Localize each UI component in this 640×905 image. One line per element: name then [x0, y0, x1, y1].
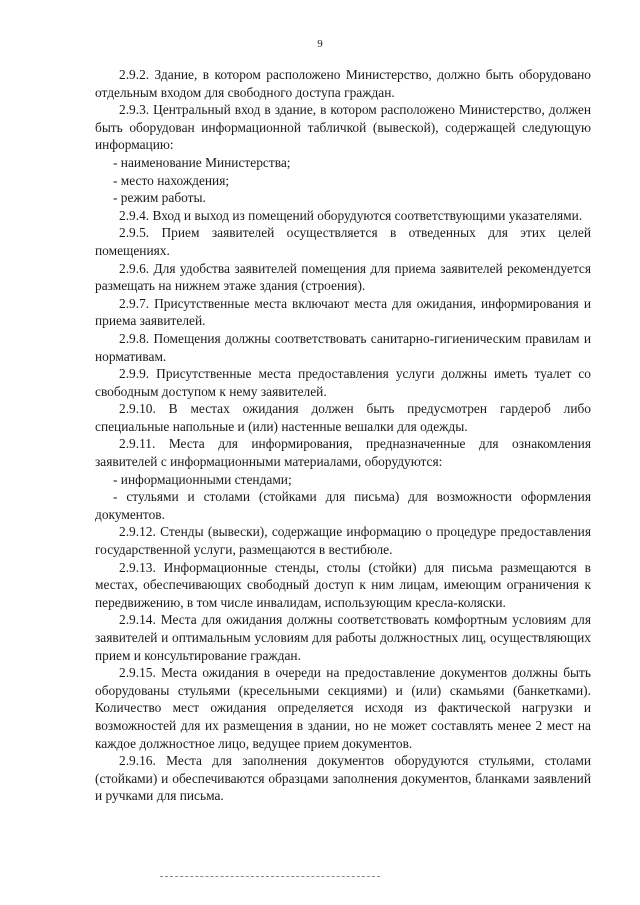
paragraph-2-9-16: 2.9.16. Места для заполнения документов оборудуются стульями, столами (стойками) и обеспечиваются образцами заполнения документов, бланками заявлений и ручками для письма.	[95, 753, 591, 804]
paragraph-2-9-10: 2.9.10. В местах ожидания должен быть предусмотрен гардероб либо специальные напольные и (или) настенные вешалки для одежды.	[95, 401, 591, 434]
list-item: - место нахождения;	[113, 172, 230, 188]
paragraph-2-9-9: 2.9.9. Присутственные места предоставления услуги должны иметь туалет со свободным доступом к нему заявителей.	[95, 366, 591, 399]
paragraph-2-9-14: 2.9.14. Места для ожидания должны соответствовать комфортным условиям для заявителей и оптимальным условиям для работы должностных лиц, осуществляющих прием и консультирование граждан.	[95, 612, 591, 663]
paragraph-2-9-3: 2.9.3. Центральный вход в здание, в котором расположено Министерство, должен быть оборудован информационной табличкой (вывеской), содержащей следующую информацию:	[95, 102, 591, 153]
paragraph-2-9-5: 2.9.5. Прием заявителей осуществляется в отведенных для этих целей помещениях.	[95, 225, 591, 258]
paragraph-2-9-8: 2.9.8. Помещения должны соответствовать санитарно-гигиеническим правилам и нормативам.	[95, 330, 591, 364]
list-item: - стульями и столами (стойками для письма) для возможности оформления документов.	[95, 489, 591, 522]
footer-divider	[160, 876, 380, 877]
paragraph-2-9-11: 2.9.11. Места для информирования, предназначенные для ознакомления заявителей с информационными материалами, оборудуются:	[95, 436, 591, 470]
page-number: 9	[317, 38, 323, 50]
paragraph-2-9-2: 2.9.2. Здание, в котором расположено Министерство, должно быть оборудовано отдельным входом для свободного доступа граждан.	[95, 67, 591, 100]
document-body	[95, 66, 591, 805]
paragraph-2-9-12: 2.9.12. Стенды (вывески), содержащие информацию о процедуре предоставления государственной услуги, размещаются в вестибюле.	[95, 524, 591, 558]
paragraph-2-9-13: 2.9.13. Информационные стенды, столы (стойки) для письма размещаются в местах, обеспечивающих свободный доступ к ним лицам, имеющим ограничения к передвижению, в том числе инвалидам, использующим кресла-коляски.	[95, 559, 591, 610]
list-item: - наименование Министерства;	[113, 154, 291, 170]
paragraph-2-9-6: 2.9.6. Для удобства заявителей помещения для приема заявителей рекомендуется размещать на нижнем этаже здания (строения).	[95, 260, 591, 294]
list-item: - режим работы.	[113, 190, 206, 206]
paragraph-2-9-15: 2.9.15. Места ожидания в очереди на предоставление документов должны быть оборудованы стульями (кресельными секциями) и (или) скамьями (банкетками). Количество мест ожидания определяется исходя из фактической нагрузки и возможностей для их размещения в здании, но не может составлять менее 2 мест на каждое должностное лицо, ведущее прием документов.	[95, 665, 591, 751]
paragraph-2-9-7: 2.9.7. Присутственные места включают места для ожидания, информирования и приема заявителей.	[95, 295, 591, 329]
paragraph-2-9-4: 2.9.4. Вход и выход из помещений оборудуются соответствующими указателями.	[119, 207, 583, 223]
list-item: - информационными стендами;	[113, 471, 292, 487]
